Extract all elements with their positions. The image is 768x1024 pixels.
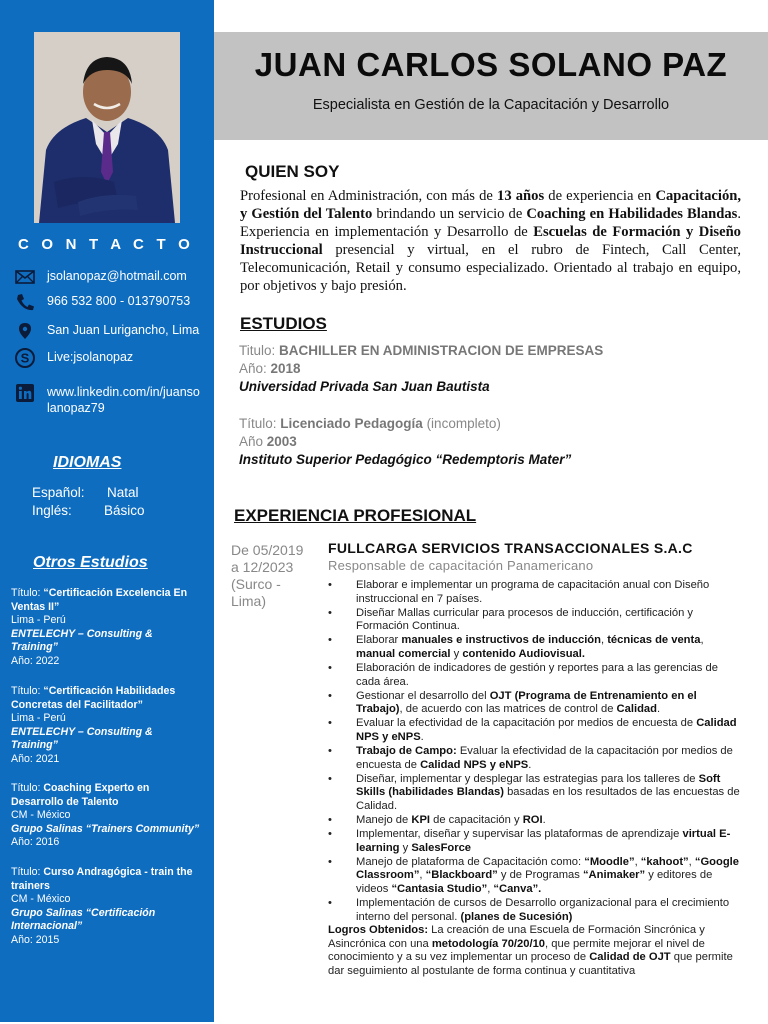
location-text: San Juan Lurigancho, Lima: [47, 323, 200, 337]
text-run: .: [542, 814, 546, 827]
bold-run: Trabajo de Campo:: [356, 745, 457, 758]
text-run: Diseñar, implementar y desplegar las estrategias para los talleres de: [356, 772, 699, 785]
study-prefix: Título:: [11, 866, 41, 878]
contact-location: [14, 322, 199, 340]
full-name: JUAN CARLOS SOLANO PAZ: [254, 46, 728, 83]
job-role: Responsable de capacitación Panamericano: [328, 558, 594, 573]
text-run: ,: [700, 634, 704, 647]
study-title: Curso Andragógica - train the: [40, 866, 193, 878]
skype-text: Live:jsolanopaz: [47, 350, 134, 364]
study-prefix: Título:: [11, 782, 41, 794]
about-heading: QUIEN SOY: [245, 162, 340, 181]
responsibility-item: [328, 634, 743, 661]
study-place: Lima - Perú: [11, 614, 66, 627]
text-run: Elaborar e implementar un programa de capacitación anual con Diseño instruccional en 7 países.: [356, 579, 710, 605]
about-text-bold: Capacitación, y Gestión del Talento: [240, 188, 742, 222]
skype-icon: [14, 349, 36, 367]
bold-run: ROI: [522, 814, 543, 827]
date-line: (Surco -: [231, 576, 281, 592]
study-org-cont: Training”: [11, 641, 58, 654]
text-run: Diseñar Mallas curricular para procesos de inducción, certificación y Formación Continua.: [356, 606, 694, 633]
text-run: Evaluar la efectividad de la capacitación por medios de encuesta de: [356, 745, 733, 771]
education-2-institution: Instituto Superior Pedagógico “Redemptoris Mater”: [239, 452, 572, 467]
text-run: Elaboración de indicadores de gestión y reportes para a las gerencias de cada área.: [356, 662, 718, 688]
bold-run: Calidad NPS y eNPS: [356, 717, 737, 744]
responsibility-item: [328, 828, 743, 855]
education-year: 2018: [270, 361, 301, 376]
bold-run: Calidad NPS y eNPS: [420, 758, 529, 771]
about-text-part: Profesional en Administración, con más de: [240, 188, 498, 204]
bold-run: metodología 70/20/10: [431, 937, 546, 950]
other-study-1: [11, 587, 206, 669]
text-run: Evaluar la efectividad de la capacitación por medios de encuesta de: [356, 717, 697, 730]
other-studies-heading: Otros Estudios: [33, 554, 148, 571]
study-prefix: Título:: [11, 587, 41, 599]
education-heading: ESTUDIOS: [240, 314, 327, 333]
text-run: .: [528, 758, 532, 771]
contact-skype[interactable]: [14, 349, 133, 367]
text-run: .: [420, 731, 424, 744]
company-name: FULLCARGA SERVICIOS TRANSACCIONALES S.A.C: [328, 540, 693, 556]
about-text-bold: Coaching en Habilidades Blandas: [526, 206, 738, 222]
linkedin-line-1: www.linkedin.com/in/juanso: [47, 385, 200, 399]
map-pin-icon: [14, 322, 36, 340]
professional-title: Especialista en Gestión de la Capacitación y Desarrollo: [312, 97, 670, 113]
study-year: Año: 2015: [11, 933, 60, 946]
study-title-cont: Ventas II”: [11, 600, 60, 613]
text-run: Implementar, diseñar y supervisar las plataformas de aprendizaje: [356, 828, 683, 841]
bold-run: “Blackboard”: [425, 869, 498, 882]
text-run: .: [656, 703, 661, 716]
study-title: “Certificación Habilidades: [40, 685, 176, 697]
bold-run: Calidad: [616, 703, 657, 716]
text-run: ,: [419, 869, 426, 882]
study-org-cont: Internacional”: [11, 920, 83, 933]
contact-email[interactable]: [14, 268, 187, 286]
study-title: “Certificación Excelencia En: [40, 587, 188, 599]
study-place: CM - México: [11, 893, 71, 906]
bold-run: Soft Skills (habilidades Blandas): [356, 772, 721, 799]
about-text-bold: 13 años: [497, 188, 545, 204]
education-year: 2003: [266, 434, 297, 449]
bold-run: “Animaker”: [582, 869, 646, 882]
responsibility-item: [328, 662, 743, 689]
study-title-cont: trainers: [11, 879, 50, 892]
study-org-cont: Training”: [11, 739, 58, 752]
about-text: [240, 187, 741, 295]
phone-text: 966 532 800 - 013790753: [47, 294, 191, 308]
other-study-2: [11, 685, 206, 767]
language-name-2: Inglés:: [32, 503, 72, 518]
text-run: ,: [688, 855, 695, 868]
responsibility-item: [328, 690, 743, 717]
email-text: jsolanopaz@hotmail.com: [47, 269, 187, 283]
education-1-institution: Universidad Privada San Juan Bautista: [239, 379, 490, 394]
text-run: ,: [487, 883, 494, 896]
study-year: Año: 2021: [11, 752, 60, 765]
linkedin-icon: [14, 384, 36, 402]
about-text-part: de experiencia en: [544, 188, 656, 204]
study-title-cont: Desarrollo de Talento: [11, 795, 119, 808]
education-note: (incompleto): [422, 416, 501, 431]
bold-run: Logros Obtenidos:: [328, 924, 429, 936]
text-run: ,: [634, 855, 641, 868]
bold-run: “Google Classroom”: [356, 855, 740, 882]
text-run: Implementación de cursos de Desarrollo organizacional para el crecimiento interno del personal.: [356, 897, 730, 923]
study-place: Lima - Perú: [11, 712, 66, 725]
experience-heading: EXPERIENCIA PROFESIONAL: [234, 506, 477, 525]
education-label: Año:: [239, 361, 271, 376]
bold-run: SalesForce: [411, 841, 472, 854]
education-1-year: [239, 361, 301, 376]
text-run: Elaborar: [356, 634, 402, 647]
other-study-4: [11, 866, 206, 948]
language-name-1: Español:: [32, 485, 85, 500]
text-run: , de acuerdo con las matrices de control de: [399, 703, 617, 716]
education-1-title: [239, 343, 603, 358]
responsibilities-list: [328, 579, 743, 925]
education-degree: BACHILLER EN ADMINISTRACION DE EMPRESAS: [279, 343, 604, 358]
date-line: Lima): [231, 593, 267, 609]
bold-run: manuales e instructivos de inducción: [401, 634, 601, 647]
study-year: Año: 2016: [11, 836, 60, 849]
responsibility-item: [328, 897, 743, 924]
study-place: CM - México: [11, 809, 71, 822]
responsibility-item: [328, 607, 743, 634]
languages-heading: IDIOMAS: [53, 454, 122, 471]
bold-run: OJT (Programa de Entrenamiento en el Trabajo): [356, 689, 697, 716]
study-org: Grupo Salinas “Certificación: [11, 906, 156, 919]
education-label: Año: [239, 434, 267, 449]
text-run: Gestionar el desarrollo del: [356, 689, 490, 702]
bold-run: contenido Audiovisual.: [462, 647, 585, 660]
text-run: y: [450, 647, 463, 660]
study-title: Coaching Experto en: [40, 782, 150, 794]
contact-heading: C O N T A C T O: [18, 236, 195, 253]
language-level-2: Básico: [104, 503, 145, 518]
text-run: La creación de una Escuela de Formación Sincrónica y Asincrónica con una: [328, 924, 705, 950]
contact-phone[interactable]: [14, 293, 190, 311]
responsibility-item: [328, 579, 743, 606]
phone-icon: [14, 293, 36, 311]
responsibility-item: [328, 717, 743, 744]
svg-text:S: S: [20, 350, 30, 366]
responsibility-item: [328, 856, 743, 897]
envelope-icon: [14, 268, 36, 286]
contact-linkedin[interactable]: [14, 384, 200, 416]
bold-run: virtual E-learning: [356, 828, 731, 854]
bold-run: técnicas de venta: [607, 634, 701, 647]
education-label: Titulo:: [239, 343, 280, 358]
bold-run: “Cantasia Studio”: [391, 883, 488, 896]
responsibility-item: [328, 745, 743, 772]
linkedin-text: [47, 384, 200, 416]
language-level-1: Natal: [107, 485, 139, 500]
text-run: y: [399, 841, 412, 854]
bold-run: “kahoot”: [640, 855, 689, 868]
about-text-part: presencial y virtual, en el rubro de Fintech, Call Center, Telecomunicación, Retail y consumo especializado. Orientado al trabajo en equipo, por objetivos y bajo presión.: [240, 242, 741, 294]
profile-photo: [34, 32, 180, 223]
text-run: ,: [600, 634, 608, 647]
date-line: De 05/2019: [231, 542, 304, 558]
bold-run: Calidad de OJT: [589, 951, 671, 964]
other-study-3: [11, 782, 206, 850]
text-run: Manejo de plataforma de Capacitación como:: [356, 855, 585, 868]
linkedin-line-2: lanopaz79: [47, 401, 105, 415]
bold-run: (planes de Sucesión): [460, 910, 573, 923]
education-degree: Licenciado Pedagogía: [280, 416, 423, 431]
study-org: ENTELECHY – Consulting &: [11, 627, 153, 640]
about-text-bold: Escuelas de Formación y Diseño Instruccional: [240, 224, 741, 258]
education-2-year: [239, 434, 297, 449]
education-2-title: [239, 416, 501, 431]
study-org: Grupo Salinas “Trainers Community”: [11, 822, 200, 835]
study-year: Año: 2022: [11, 654, 60, 667]
text-run: , que permite mejorar el nivel de conocimiento y a su vez implementar un proceso de: [328, 937, 705, 964]
bold-run: manual comercial: [356, 647, 451, 660]
bold-run: “Canva”.: [493, 883, 542, 896]
study-title-cont: Concretas del Facilitador”: [11, 698, 143, 711]
study-prefix: Título:: [11, 685, 41, 697]
text-run: y editores de videos: [356, 869, 713, 896]
text-run: Manejo de: [356, 814, 412, 827]
text-run: que permite dar seguimiento al postulante de forma continua y cuantitativa: [328, 951, 733, 977]
date-line: a 12/2023: [231, 559, 294, 575]
responsibility-item: [328, 773, 743, 814]
about-text-part: brindando un servicio de: [372, 206, 527, 222]
text-run: basadas en los resultados de las encuestas de Calidad.: [356, 786, 740, 812]
text-run: y de Programas: [497, 869, 583, 882]
responsibility-item: [328, 814, 743, 828]
education-label: Título:: [239, 416, 281, 431]
study-org: ENTELECHY – Consulting &: [11, 725, 153, 738]
profile-photo-illustration: [34, 32, 180, 223]
bold-run: “Moodle”: [584, 855, 635, 868]
about-text-part: . Experiencia en implementación y Desarrollo de: [240, 206, 741, 240]
achievements: [328, 924, 743, 978]
bold-run: KPI: [411, 814, 431, 827]
text-run: de capacitación y: [430, 814, 523, 827]
experience-dates: [231, 542, 319, 610]
